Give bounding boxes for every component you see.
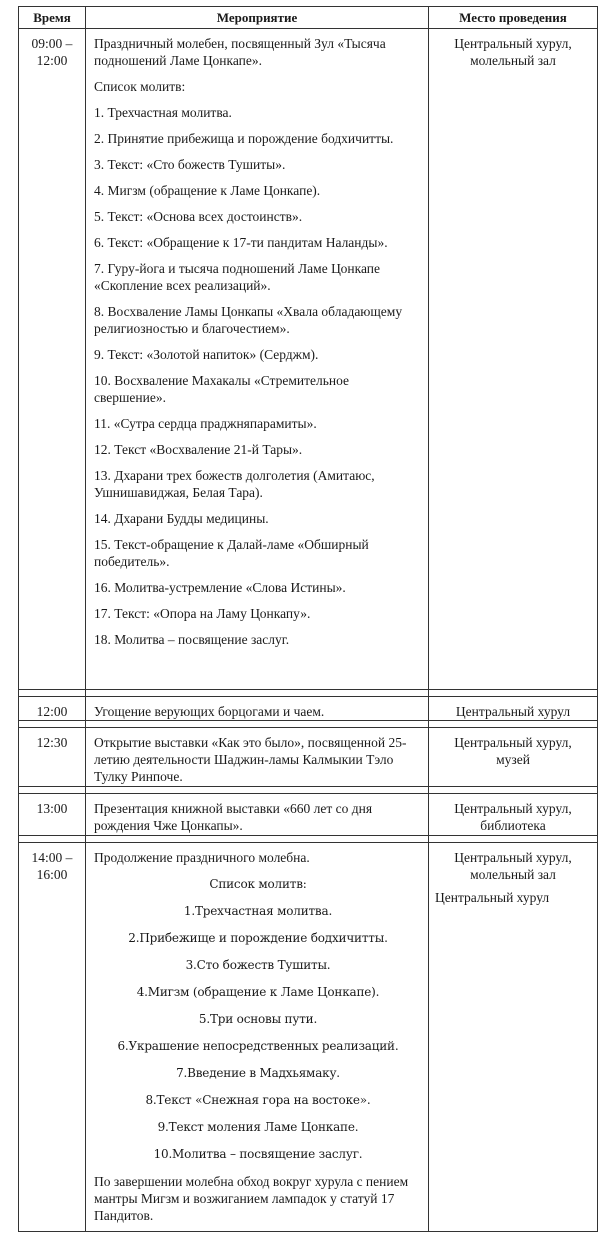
row-separator (19, 786, 598, 793)
event-line: Список молитв: (209, 877, 307, 892)
event-line: Угощение верующих борцогами и чаем. (94, 704, 325, 720)
event-line: 7. Гуру-йога и тысяча подношений Ламе Цонкапе «Скопление всех реализаций». (94, 261, 381, 293)
schedule-body (19, 29, 598, 1232)
schedule-row (19, 793, 598, 835)
event-line: Праздничный молебен, посвященный Зул «Тысяча подношений Ламе Цонкапе». (94, 36, 386, 68)
event-outro: По завершении молебна обход вокруг хурула с пением мантры Мигзм и возжиганием лампадок у статуй 17 Пандитов. (94, 1174, 409, 1224)
separator-cell (19, 721, 86, 728)
row-time: 12:30 (19, 728, 86, 787)
row-time: 09:00 – 12:00 (19, 29, 86, 690)
separator-cell (19, 786, 86, 793)
header-event: Мероприятие (86, 7, 429, 29)
row-event (86, 728, 429, 787)
event-line: 8. Восхваление Ламы Цонкапы «Хвала обладающему религиозностью и благочестием». (94, 304, 403, 336)
place-extra: Центральный хурул (435, 890, 550, 906)
event-line: Открытие выставки «Как это было», посвященной 25-летию деятельности Шаджин-ламы Калмыкии Тэло Тулку Ринпоче. (94, 735, 407, 785)
event-line: 3. Текст: «Сто божеств Тушиты». (94, 157, 286, 172)
place-name: Центральный хурул, музей (454, 735, 572, 768)
event-line: 4. Мигзм (обращение к Ламе Цонкапе). (94, 183, 321, 198)
event-line: 11. «Сутра сердца праджняпарамиты». (94, 416, 317, 431)
row-event (86, 29, 429, 690)
separator-cell (86, 836, 429, 843)
event-line: 9. Текст: «Золотой напиток» (Серджм). (94, 347, 319, 362)
event-line: 2. Принятие прибежища и порождение бодхичитты. (94, 131, 394, 146)
row-separator (19, 690, 598, 697)
event-line: Список молитв: (94, 79, 186, 94)
schedule-row (19, 697, 598, 721)
separator-cell (86, 690, 429, 697)
event-line: 7.Введение в Мадхьямаку. (176, 1066, 340, 1081)
event-line: 10.Молитва – посвящение заслуг. (153, 1147, 363, 1162)
row-place (429, 843, 598, 1232)
separator-cell (86, 721, 429, 728)
event-line: 3.Сто божеств Тушиты. (185, 958, 331, 973)
schedule-row (19, 843, 598, 1232)
separator-cell (429, 836, 598, 843)
row-place (429, 697, 598, 721)
event-line: 5.Три основы пути. (198, 1012, 318, 1027)
row-event (86, 793, 429, 835)
place-name: Центральный хурул (455, 704, 571, 720)
event-intro: Продолжение праздничного молебна. (94, 850, 310, 866)
header-time: Время (19, 7, 86, 29)
event-line: 1. Трехчастная молитва. (94, 105, 232, 120)
event-line: 4.Мигзм (обращение к Ламе Цонкапе). (136, 985, 380, 1000)
separator-cell (19, 690, 86, 697)
separator-cell (86, 786, 429, 793)
event-line: 8.Текст «Снежная гора на востоке». (145, 1093, 371, 1108)
event-line: 5. Текст: «Основа всех достоинств». (94, 209, 303, 224)
event-line: Презентация книжной выставки «660 лет со дня рождения Чже Цонкапы». (94, 800, 373, 833)
event-line: 15. Текст-обращение к Далай-ламе «Обширный победитель». (94, 537, 369, 569)
event-line: 13. Дхарани трех божеств долголетия (Амитаюс, Ушнишавиджая, Белая Тара). (94, 468, 375, 500)
event-line: 6.Украшение непосредственных реализаций. (117, 1039, 399, 1054)
row-time: 14:00 – 16:00 (19, 843, 86, 1232)
separator-cell (429, 721, 598, 728)
separator-cell (429, 690, 598, 697)
row-separator (19, 836, 598, 843)
event-line: 16. Молитва-устремление «Слова Истины». (94, 580, 346, 595)
event-line: 1.Трехчастная молитва. (183, 904, 333, 919)
event-line: 12. Текст «Восхваление 21-й Тары». (94, 442, 303, 457)
event-line: 17. Текст: «Опора на Ламу Цонкапу». (94, 606, 311, 621)
row-time: 13:00 (19, 793, 86, 835)
row-event (86, 697, 429, 721)
header-place: Место проведения (429, 7, 598, 29)
header-row (19, 7, 598, 29)
event-line: 2.Прибежище и порождение бодхичитты. (128, 931, 388, 946)
row-time: 12:00 (19, 697, 86, 721)
separator-cell (429, 786, 598, 793)
event-line: 14. Дхарани Будды медицины. (94, 511, 269, 526)
schedule-row (19, 29, 598, 690)
event-line: 10. Восхваление Махакалы «Стремительное свершение». (94, 373, 350, 405)
place-name: Центральный хурул, библиотека (454, 800, 572, 833)
event-line: 9.Текст моления Ламе Цонкапе. (157, 1120, 359, 1135)
row-place (429, 728, 598, 787)
row-separator (19, 721, 598, 728)
row-place (429, 793, 598, 835)
event-line: 18. Молитва – посвящение заслуг. (94, 632, 290, 647)
schedule-row (19, 728, 598, 787)
row-place (429, 29, 598, 690)
place-name: Центральный хурул, молельный зал (454, 850, 572, 883)
schedule-table (18, 6, 598, 1232)
event-line: 6. Текст: «Обращение к 17-ти пандитам Наланды». (94, 235, 388, 250)
row-event (86, 843, 429, 1232)
separator-cell (19, 836, 86, 843)
place-name: Центральный хурул, молельный зал (454, 36, 572, 68)
